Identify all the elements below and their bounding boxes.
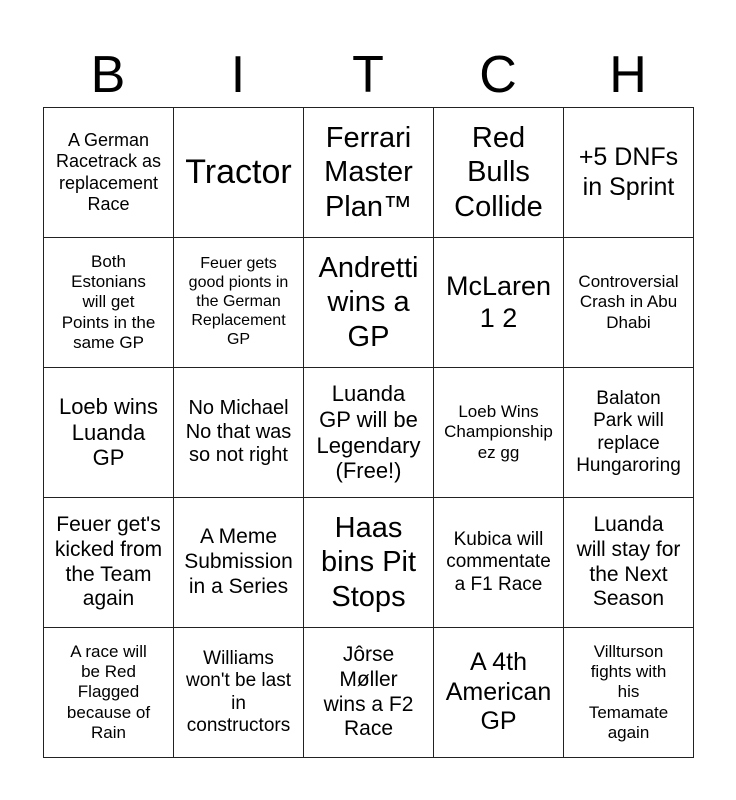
bingo-cell-text: Kubica will commentate a F1 Race <box>446 528 551 595</box>
bingo-cell-text: McLaren 1 2 <box>445 270 552 333</box>
bingo-cell[interactable] <box>44 108 174 238</box>
bingo-row <box>44 108 694 238</box>
bingo-cell-text: Tractor <box>185 153 292 192</box>
bingo-cell-text: A 4th American GP <box>445 648 552 736</box>
bingo-cell-text: Balaton Park will replace Hungaroring <box>576 387 681 476</box>
header-letter-b: B <box>90 46 126 104</box>
bingo-header <box>43 40 693 110</box>
bingo-cell[interactable] <box>434 628 564 758</box>
bingo-cell[interactable] <box>564 238 694 368</box>
bingo-cell-text: Williams won't be last in constructors <box>185 647 292 736</box>
bingo-cell-text: Ferrari Master Plan™ <box>324 122 413 223</box>
bingo-cell[interactable] <box>44 368 174 498</box>
bingo-cell[interactable] <box>434 238 564 368</box>
bingo-cell[interactable] <box>304 628 434 758</box>
bingo-row <box>44 628 694 758</box>
bingo-cell-text: Andretti wins a GP <box>318 252 419 353</box>
bingo-cell[interactable] <box>44 498 174 628</box>
bingo-cell[interactable] <box>174 108 304 238</box>
bingo-cell-text: Feuer gets good pionts in the German Replacement GP <box>188 255 289 348</box>
bingo-cell-text: A race will be Red Flagged because of Rain <box>66 642 151 742</box>
bingo-cell[interactable] <box>304 368 434 498</box>
bingo-cell-text: A German Racetrack as replacement Race <box>55 130 162 214</box>
bingo-cell[interactable] <box>434 368 564 498</box>
bingo-cell[interactable] <box>434 108 564 238</box>
bingo-cell[interactable] <box>174 628 304 758</box>
bingo-cell[interactable] <box>44 238 174 368</box>
bingo-cell-text: Controversial Crash in Abu Dhabi <box>578 272 679 332</box>
bingo-cell[interactable] <box>174 498 304 628</box>
bingo-cell-text: Luanda GP will be Legendary (Free!) <box>316 380 421 484</box>
bingo-cell-text: Feuer get's kicked from the Team again <box>54 512 163 611</box>
bingo-cell-text: No Michael No that was so not right <box>185 397 292 467</box>
bingo-grid <box>43 107 694 758</box>
bingo-cell-text: Luanda will stay for the Next Season <box>576 512 681 611</box>
bingo-cell[interactable] <box>564 498 694 628</box>
header-letter-t: T <box>352 46 384 104</box>
bingo-cell-text: A Meme Submission in a Series <box>184 525 293 598</box>
bingo-cell-text: Loeb wins Luanda GP <box>58 393 159 471</box>
bingo-cell[interactable] <box>304 108 434 238</box>
bingo-row <box>44 238 694 368</box>
bingo-cell[interactable] <box>304 238 434 368</box>
bingo-row <box>44 368 694 498</box>
bingo-cell[interactable] <box>564 108 694 238</box>
bingo-cell[interactable] <box>174 368 304 498</box>
bingo-cell-text: Villturson fights with his Temamate again <box>588 642 669 742</box>
bingo-cell[interactable] <box>174 238 304 368</box>
bingo-cell-text: Jôrse Møller wins a F2 Race <box>323 642 414 741</box>
bingo-cell-text: +5 DNFs in Sprint <box>578 143 679 201</box>
bingo-cell-text: Loeb Wins Championship ez gg <box>444 402 553 462</box>
bingo-cell[interactable] <box>434 498 564 628</box>
bingo-cell-text: Both Estonians will get Points in the same GP <box>61 252 156 352</box>
bingo-cell[interactable] <box>564 628 694 758</box>
bingo-row <box>44 498 694 628</box>
header-letter-i: I <box>230 46 246 104</box>
header-letter-h: H <box>609 46 647 104</box>
bingo-cell-text: Haas bins Pit Stops <box>320 512 417 613</box>
header-letter-c: C <box>479 46 517 104</box>
bingo-cell[interactable] <box>564 368 694 498</box>
bingo-cell-text: Red Bulls Collide <box>454 122 543 223</box>
bingo-cell[interactable] <box>304 498 434 628</box>
bingo-cell[interactable] <box>44 628 174 758</box>
